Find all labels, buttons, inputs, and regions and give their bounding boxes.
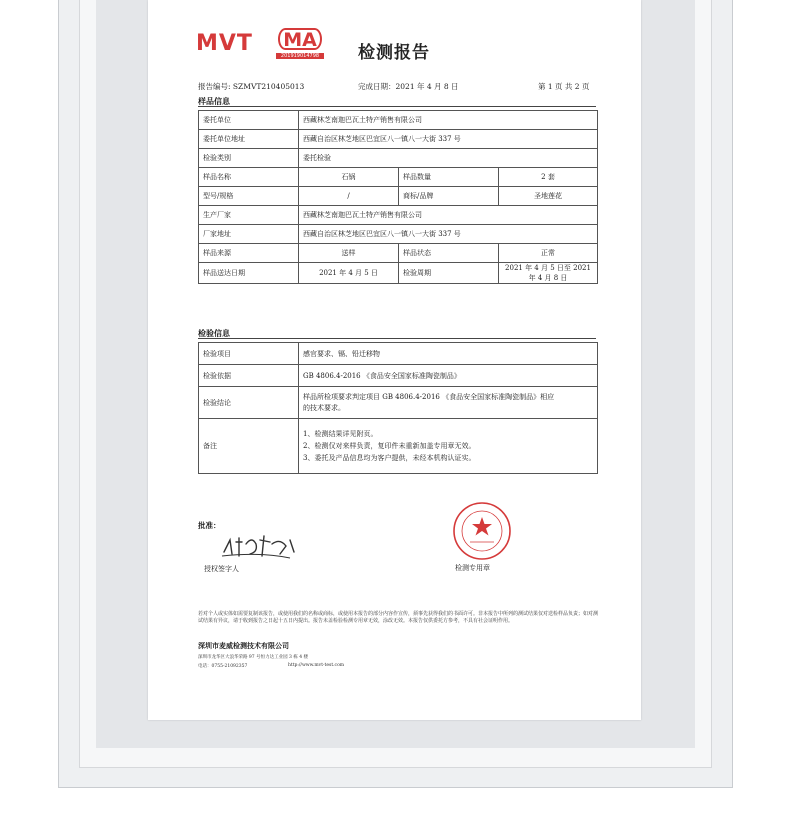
table-row — [199, 343, 598, 365]
page-number: 第 1 页 共 2 页 — [538, 82, 590, 91]
client-label: 委托单位 — [199, 111, 299, 130]
cma-logo-text: MA — [283, 29, 317, 51]
cma-number: 201919014798 — [276, 53, 324, 59]
client-address-label: 委托单位地址 — [199, 130, 299, 149]
inspection-seal-icon — [444, 500, 520, 562]
remark-label: 备注 — [199, 419, 299, 474]
maker-address-label: 厂家地址 — [199, 225, 299, 244]
arrive-date-value: 2021 年 4 月 5 日 — [299, 263, 399, 284]
page-title: 检测报告 — [358, 43, 430, 63]
table-row — [199, 419, 598, 474]
brand-value: 圣地莲花 — [499, 187, 598, 206]
conclusion-label: 检验结论 — [199, 387, 299, 419]
table-row — [199, 387, 598, 419]
remark-line-1: 1、检测结果详见附页。 — [303, 430, 378, 438]
divider — [198, 106, 596, 107]
test-type-value: 委托检验 — [299, 149, 598, 168]
report-number: 报告编号: SZMVT210405013 — [198, 82, 305, 91]
sample-info-heading: 样品信息 — [198, 96, 230, 106]
conclusion-value — [299, 387, 598, 419]
remark-line-3: 3、委托及产品信息均为客户提供，未经本机构认证实。 — [303, 454, 476, 462]
signature-image — [220, 530, 300, 560]
company-phone: 电话：0755-21092357 — [198, 664, 248, 669]
cma-logo — [276, 26, 324, 60]
table-row — [199, 168, 598, 187]
model-label: 型号/规格 — [199, 187, 299, 206]
test-item-label: 检验项目 — [199, 343, 299, 365]
company-address: 深圳市龙华区大浪华荣路 97 号恒力达工业园 3 栋 4 楼 — [198, 655, 309, 660]
sample-qty-label: 样品数量 — [399, 168, 499, 187]
state-value: 正常 — [499, 244, 598, 263]
test-info-heading: 检验信息 — [198, 328, 230, 338]
maker-address-value: 西藏自治区林芝地区巴宜区八一镇八一大街 337 号 — [299, 225, 598, 244]
maker-label: 生产厂家 — [199, 206, 299, 225]
report-paper — [148, 0, 641, 720]
finish-date: 完成日期：2021 年 4 月 8 日 — [358, 82, 459, 91]
conclusion-line-1: 样品所检项要求判定项目 GB 4806.4-2016 《食品安全国家标准陶瓷制品》相应 — [303, 392, 555, 401]
test-info-table — [198, 342, 598, 474]
table-row — [199, 225, 598, 244]
approve-label: 批准： — [198, 521, 221, 530]
table-row — [199, 263, 598, 284]
maker-value: 西藏林芝南迦巴瓦土特产销售有限公司 — [299, 206, 598, 225]
arrive-date-label: 样品送达日期 — [199, 263, 299, 284]
divider — [198, 338, 596, 339]
test-period-value: 2021 年 4 月 5 日至 2021 年 4 月 8 日 — [499, 263, 598, 284]
sample-qty-value: 2 套 — [499, 168, 598, 187]
remark-value — [299, 419, 598, 474]
test-item-value: 感官要求、镉、铅迁移物 — [299, 343, 598, 365]
model-value: / — [299, 187, 399, 206]
remark-line-2: 2、检测仅对来样负责，复印件未重新加盖专用章无效。 — [303, 442, 476, 450]
brand-label: 商标/品牌 — [399, 187, 499, 206]
client-address-value: 西藏自治区林芝地区巴宜区八一镇八一大街 337 号 — [299, 130, 598, 149]
test-type-label: 检验类别 — [199, 149, 299, 168]
table-row — [199, 111, 598, 130]
sample-name-label: 样品名称 — [199, 168, 299, 187]
source-value: 送样 — [299, 244, 399, 263]
company-name: 深圳市麦威检测技术有限公司 — [198, 641, 289, 650]
client-value: 西藏林芝南迦巴瓦土特产销售有限公司 — [299, 111, 598, 130]
table-row — [199, 187, 598, 206]
table-row — [199, 149, 598, 168]
table-row — [199, 206, 598, 225]
disclaimer-text: 若对个人或实体如需要复制该报告，或使用我们的名称或商标，或使用本报告的部分内容作宣传，须事先获得我们的书面许可。非本报告中所列的测试结果仅对送检样品负责；如对测试结果有异议，请于收到报告之日起十五日内提出。报告未盖检验检测专用章无效，涂改无效。本报告仅供委托方参考，不具有社会证明作用。 — [198, 611, 599, 624]
source-label: 样品来源 — [199, 244, 299, 263]
mvt-logo: MVT — [196, 31, 253, 56]
state-label: 样品状态 — [399, 244, 499, 263]
stamp-label: 检测专用章 — [455, 564, 490, 572]
sample-info-table — [198, 110, 598, 284]
conclusion-line-2: 的技术要求。 — [303, 403, 345, 412]
signer-label: 授权签字人 — [204, 565, 239, 573]
table-row — [199, 365, 598, 387]
company-website: http://www.mvt-test.com — [288, 663, 345, 668]
test-basis-value: GB 4806.4-2016 《食品安全国家标准陶瓷制品》 — [299, 365, 598, 387]
table-row — [199, 130, 598, 149]
test-period-label: 检验周期 — [399, 263, 499, 284]
table-row — [199, 244, 598, 263]
test-basis-label: 检验依据 — [199, 365, 299, 387]
sample-name-value: 石锅 — [299, 168, 399, 187]
